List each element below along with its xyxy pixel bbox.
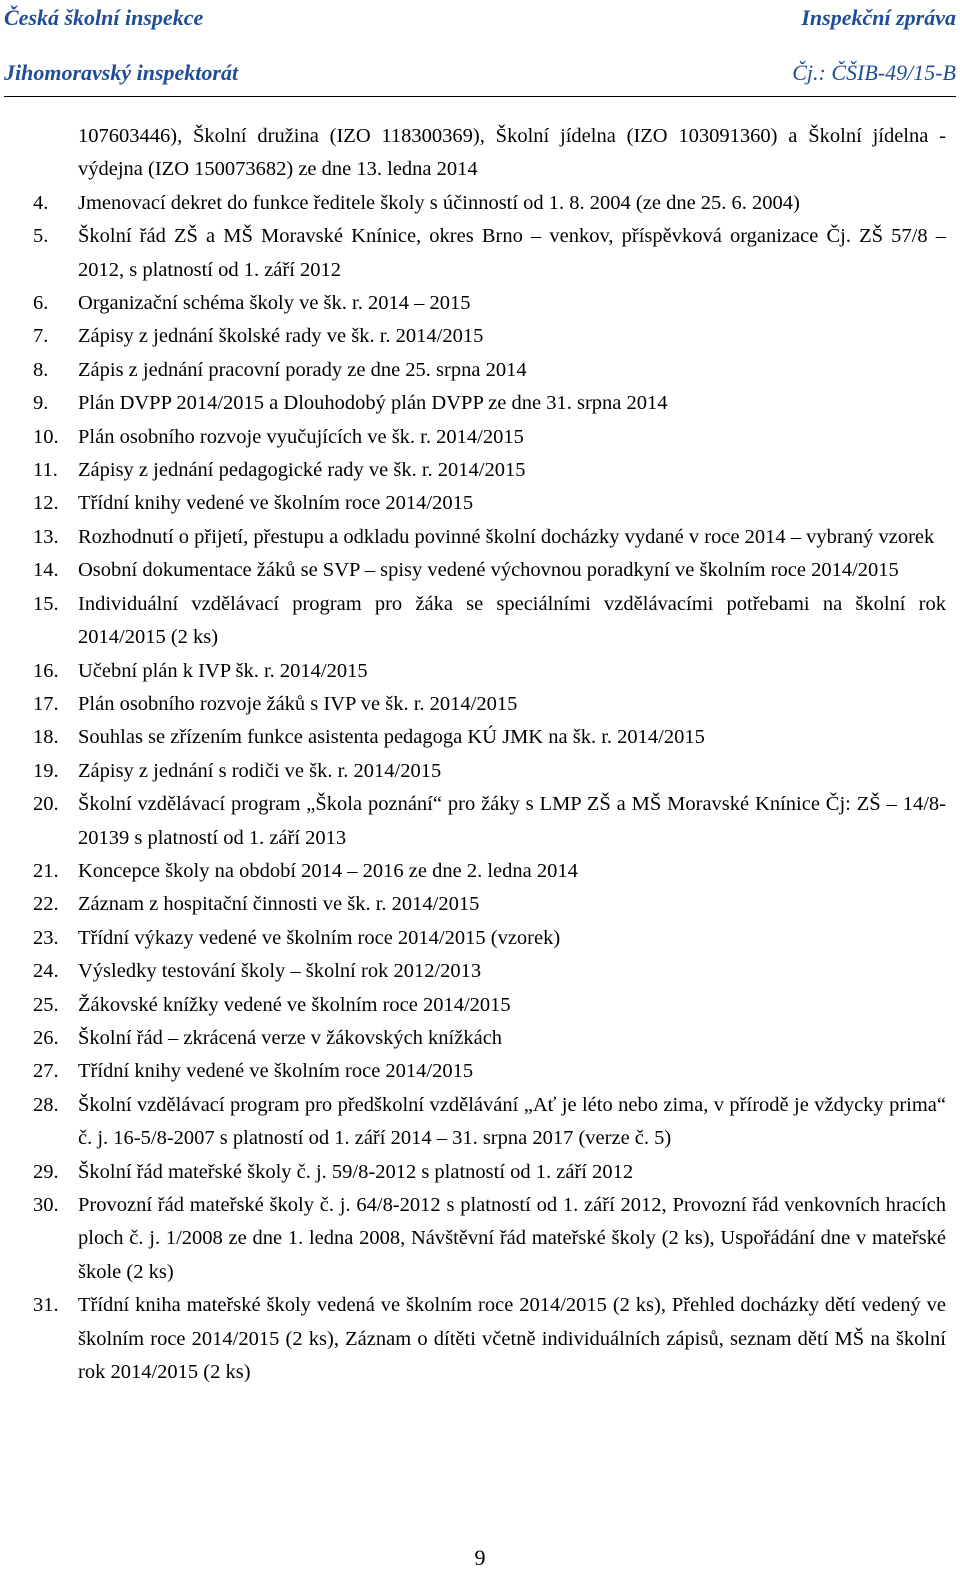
list-item <box>0 922 960 955</box>
header-region: Jihomoravský inspektorát <box>4 60 239 85</box>
list-item-number: 25. <box>33 993 59 1016</box>
list-item <box>0 855 960 888</box>
header-document-type: Inspekční zpráva <box>801 5 956 30</box>
list-item <box>0 554 960 587</box>
header-row-top <box>4 1 956 35</box>
list-item-text: Třídní výkazy vedené ve školním roce 2014/2015 (vzorek) <box>78 926 561 949</box>
list-item <box>0 1289 960 1389</box>
document-list <box>0 120 960 1389</box>
page-header <box>4 0 956 97</box>
list-item <box>0 788 960 855</box>
list-item-text: Koncepce školy na období 2014 – 2016 ze dne 2. ledna 2014 <box>78 859 578 882</box>
list-item-text: Třídní knihy vedené ve školním roce 2014/2015 <box>78 492 474 515</box>
list-item <box>0 1189 960 1289</box>
list-item-number: 7. <box>33 325 49 348</box>
header-reference-number: Čj.: ČŠIB-49/15-B <box>792 60 956 85</box>
list-item <box>0 120 960 187</box>
list-item-text: Souhlas se zřízením funkce asistenta pedagoga KÚ JMK na šk. r. 2014/2015 <box>78 726 705 749</box>
list-item-text: Třídní knihy vedené ve školním roce 2014/2015 <box>78 1060 474 1083</box>
page-number: 9 <box>474 1545 486 1570</box>
list-item-number: 6. <box>33 292 49 315</box>
list-item-text: Školní vzdělávací program pro předškolní vzdělávání „Ať je léto nebo zima, v přírodě je vždycky prima“ č. j. 16-5/8-2007 s platností od 1. září 2014 – 31. srpna 2017 (verze č. 5) <box>78 1093 946 1150</box>
list-item-number: 31. <box>33 1294 59 1317</box>
list-item <box>0 888 960 921</box>
list-item-number: 5. <box>33 225 49 248</box>
list-item-number: 13. <box>33 525 59 548</box>
list-item-number: 30. <box>33 1194 59 1216</box>
list-item-text: Osobní dokumentace žáků se SVP – spisy vedené výchovnou poradkyní ve školním roce 2014/2015 <box>78 559 899 582</box>
list-item-text: Jmenovací dekret do funkce ředitele školy s účinností od 1. 8. 2004 (ze dne 25. 6. 2004) <box>78 191 800 214</box>
list-item-number: 27. <box>33 1060 59 1083</box>
list-item <box>0 955 960 988</box>
list-item <box>0 487 960 520</box>
list-item-text: Zápisy z jednání s rodiči ve šk. r. 2014/2015 <box>78 759 442 782</box>
list-item-text: Záznam z hospitační činnosti ve šk. r. 2014/2015 <box>78 893 480 916</box>
list-item <box>0 387 960 420</box>
list-item <box>0 421 960 454</box>
list-item <box>0 1089 960 1156</box>
list-item <box>0 454 960 487</box>
header-row-bottom <box>4 56 956 90</box>
list-item-text: Zápisy z jednání pedagogické rady ve šk. r. 2014/2015 <box>78 459 526 482</box>
list-item-number: 10. <box>33 425 59 448</box>
list-item <box>0 588 960 655</box>
list-item-number: 18. <box>33 726 59 749</box>
list-item-number: 19. <box>33 759 59 782</box>
list-item-number: 22. <box>33 893 59 916</box>
list-item-text: Zápis z jednání pracovní porady ze dne 25. srpna 2014 <box>78 358 527 381</box>
list-item-number: 9. <box>33 392 49 415</box>
list-item-text: Školní řád mateřské školy č. j. 59/8-2012 s platností od 1. září 2012 <box>78 1160 634 1183</box>
list-item-number: 29. <box>33 1160 59 1183</box>
list-item <box>0 287 960 320</box>
list-item <box>0 1156 960 1189</box>
list-item <box>0 220 960 287</box>
list-item-text: Zápisy z jednání školské rady ve šk. r. 2014/2015 <box>78 325 484 348</box>
list-item-text: Třídní kniha mateřské školy vedená ve školním roce 2014/2015 (2 ks), Přehled docházky dětí vedený ve školním roce 2014/2015 (2 ks), Záznam o dítěti včetně individuálních zápisů, seznam dětí MŠ na školní rok 2014/2015 (2 ks) <box>78 1294 946 1384</box>
list-item-number: 17. <box>33 692 59 715</box>
list-item-text: Učební plán k IVP šk. r. 2014/2015 <box>78 659 368 682</box>
list-item-number: 14. <box>33 559 59 582</box>
list-item-number: 12. <box>33 492 59 515</box>
list-item-text: Individuální vzdělávací program pro žáka se speciálními vzdělávacími potřebami na školní rok 2014/2015 (2 ks) <box>78 592 946 649</box>
list-item-text: Organizační schéma školy ve šk. r. 2014 – 2015 <box>78 292 471 315</box>
list-item-number: 15. <box>33 592 59 615</box>
list-item-text: Provozní řád mateřské školy č. j. 64/8-2012 s platností od 1. září 2012, Provozní řád venkovních hracích ploch č. j. 1/2008 ze dne 1. ledna 2008, Návštěvní řád mateřské školy (2 ks), Uspořádání dne v mateřské škole (2 ks) <box>78 1194 946 1283</box>
list-item-text: Plán osobního rozvoje vyučujících ve šk. r. 2014/2015 <box>78 425 524 448</box>
header-organization: Česká školní inspekce <box>4 5 204 30</box>
list-item-number: 28. <box>33 1093 59 1116</box>
list-item-number: 26. <box>33 1026 59 1049</box>
list-item-text: Školní vzdělávací program „Škola poznání“ pro žáky s LMP ZŠ a MŠ Moravské Knínice Čj: ZŠ – 14/8-20139 s platností od 1. září 2013 <box>78 793 946 849</box>
list-item-number: 20. <box>33 793 59 816</box>
list-item <box>0 755 960 788</box>
list-item <box>0 187 960 220</box>
list-item-number: 23. <box>33 926 59 949</box>
list-item-text: Rozhodnutí o přijetí, přestupu a odkladu povinné školní docházky vydané v roce 2014 – vybraný vzorek <box>78 525 935 548</box>
list-item-number: 4. <box>33 191 49 214</box>
list-item <box>0 721 960 754</box>
list-item <box>0 688 960 721</box>
list-item <box>0 989 960 1022</box>
list-item <box>0 354 960 387</box>
list-item-text: Plán DVPP 2014/2015 a Dlouhodobý plán DVPP ze dne 31. srpna 2014 <box>78 392 668 415</box>
list-item <box>0 320 960 353</box>
list-item-number: 24. <box>33 960 59 983</box>
list-item-number: 16. <box>33 659 59 682</box>
list-item-text: Školní řád ZŠ a MŠ Moravské Knínice, okres Brno – venkov, příspěvková organizace Čj. ZŠ 57/8 – 2012, s platností od 1. září 2012 <box>78 225 946 281</box>
list-item <box>0 521 960 554</box>
list-item-text: Žákovské knížky vedené ve školním roce 2014/2015 <box>78 993 511 1016</box>
list-item-text: Školní řád – zkrácená verze v žákovských knížkách <box>78 1026 503 1049</box>
list-item-text: Plán osobního rozvoje žáků s IVP ve šk. r. 2014/2015 <box>78 692 518 715</box>
list-item-text: 107603446), Školní družina (IZO 118300369), Školní jídelna (IZO 103091360) a Školní jídelna - výdejna (IZO 150073682) ze dne 13. ledna 2014 <box>78 125 946 181</box>
list-item <box>0 655 960 688</box>
list-item-number: 8. <box>33 358 49 381</box>
list-item <box>0 1022 960 1055</box>
list-item-text: Výsledky testování školy – školní rok 2012/2013 <box>78 960 482 983</box>
list-item <box>0 1055 960 1088</box>
list-item-number: 11. <box>33 459 58 482</box>
list-item-number: 21. <box>33 859 59 882</box>
